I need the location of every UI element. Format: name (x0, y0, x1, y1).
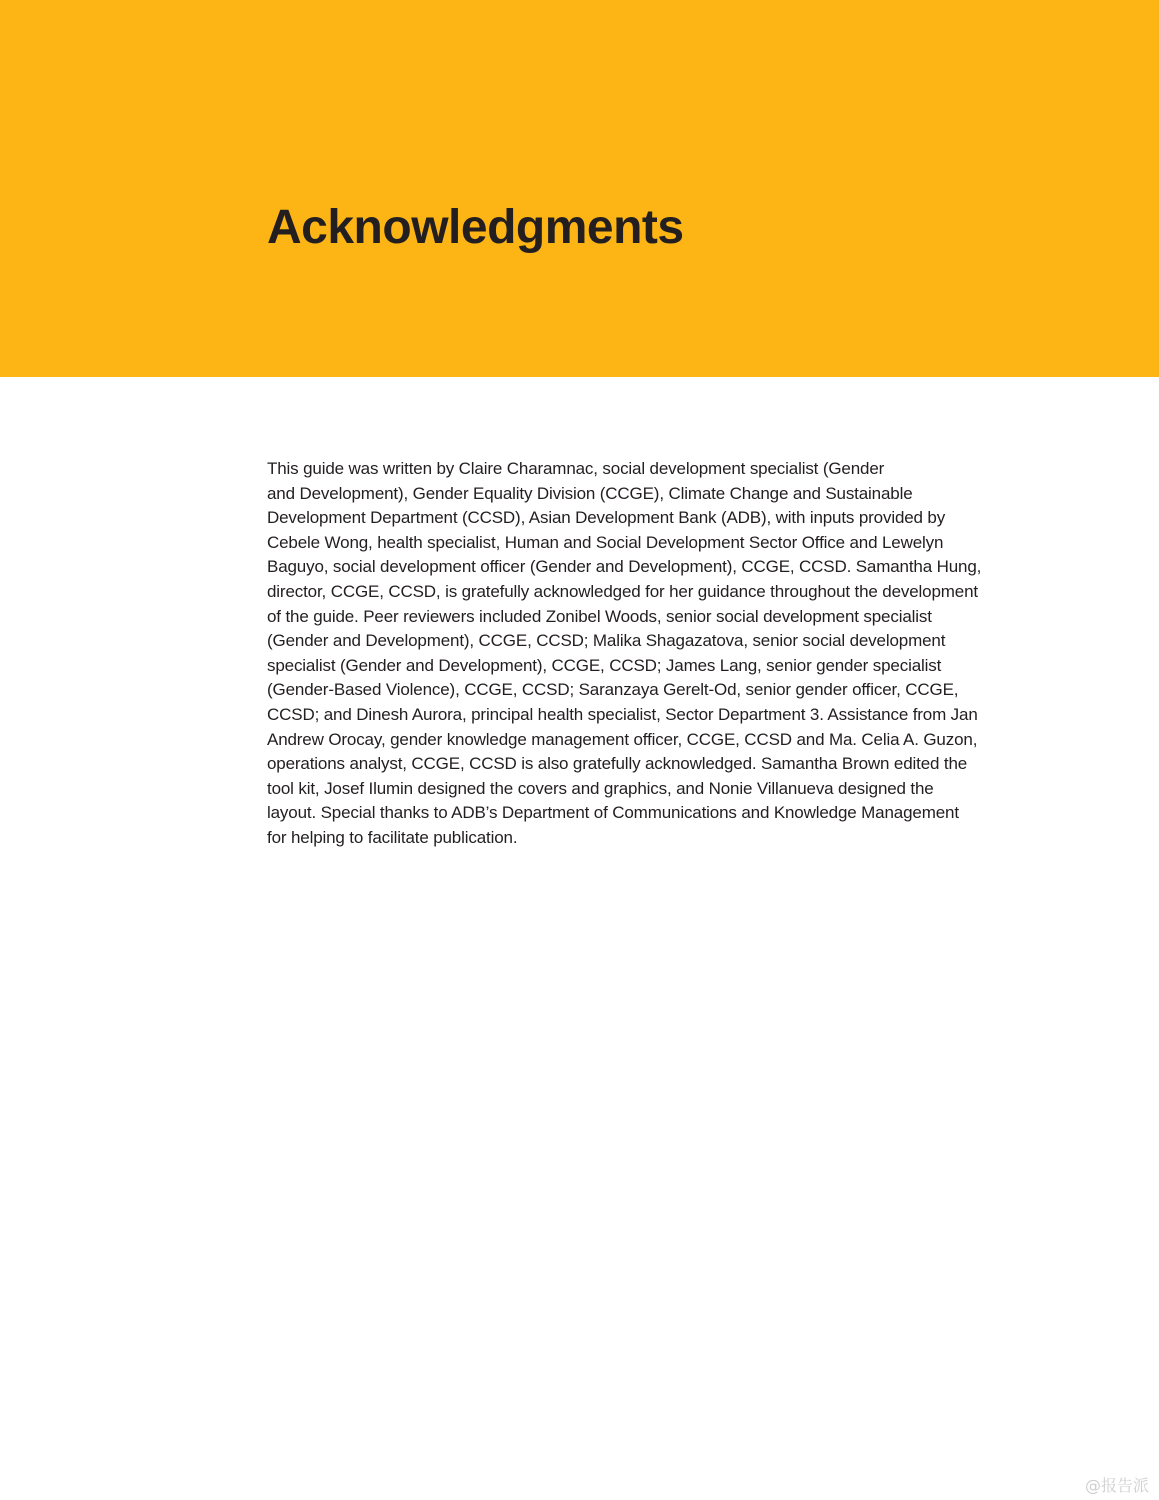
header-band (0, 0, 1159, 377)
paragraph-line: CCSD; and Dinesh Aurora, principal health specialist, Sector Department 3. Assistance from Jan (267, 704, 978, 724)
paragraph-line: layout. Special thanks to ADB’s Department of Communications and Knowledge Management (267, 803, 959, 823)
paragraph-line: director, CCGE, CCSD, is gratefully acknowledged for her guidance throughout the development (267, 581, 978, 601)
paragraph-line: for helping to facilitate publication. (267, 827, 518, 847)
paragraph-line: tool kit, Josef Ilumin designed the covers and graphics, and Nonie Villanueva designed the (267, 778, 934, 798)
watermark: @报告派 (1084, 1476, 1149, 1495)
paragraph-line: Development Department (CCSD), Asian Development Bank (ADB), with inputs provided by (267, 508, 946, 528)
paragraph-line: Cebele Wong, health specialist, Human and Social Development Sector Office and Lewelyn (267, 532, 944, 552)
paragraph-line: Andrew Orocay, gender knowledge management officer, CCGE, CCSD and Ma. Celia A. Guzon, (267, 729, 978, 749)
paragraph-line: (Gender-Based Violence), CCGE, CCSD; Saranzaya Gerelt-Od, senior gender officer, CCGE, (267, 680, 959, 700)
paragraph-line: This guide was written by Claire Charamnac, social development specialist (Gender (267, 459, 885, 478)
acknowledgments-paragraph (267, 457, 1029, 851)
paragraph-line: (Gender and Development), CCGE, CCSD; Malika Shagazatova, senior social development (267, 631, 946, 651)
paragraph-line: operations analyst, CCGE, CCSD is also gratefully acknowledged. Samantha Brown edited the (267, 754, 968, 774)
paragraph-line: of the guide. Peer reviewers included Zonibel Woods, senior social development specialist (267, 606, 932, 626)
paragraph-line: specialist (Gender and Development), CCGE, CCSD; James Lang, senior gender specialist (267, 655, 942, 675)
paragraph-line: Baguyo, social development officer (Gender and Development), CCGE, CCSD. Samantha Hung, (267, 557, 982, 577)
page-title: Acknowledgments (267, 201, 684, 254)
paragraph-line: and Development), Gender Equality Division (CCGE), Climate Change and Sustainable (267, 483, 913, 503)
